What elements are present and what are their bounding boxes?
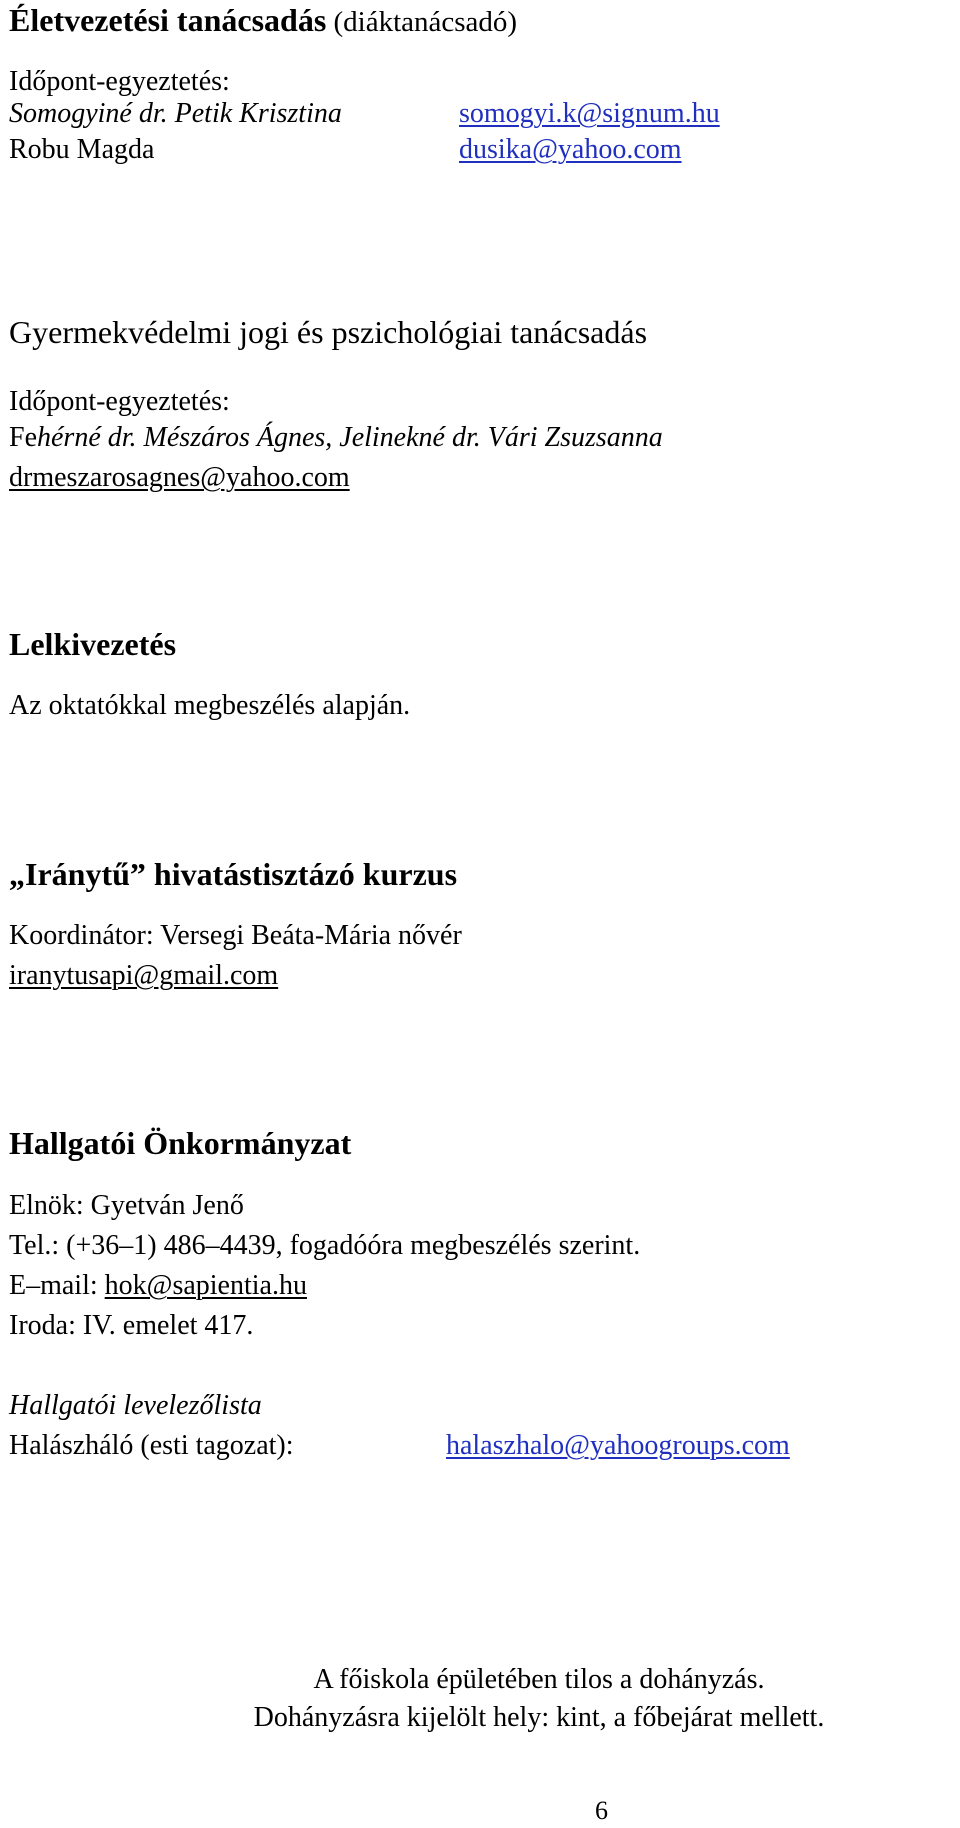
section-text: Az oktatókkal megbeszélés alapján. — [9, 690, 411, 721]
section-title-suffix: (diáktanácsadó) — [326, 6, 518, 38]
contact-email-link[interactable]: hok@sapientia.hu — [104, 1270, 307, 1301]
email-line — [9, 1270, 307, 1302]
names-prefix: Fe — [9, 422, 37, 453]
mailing-list-title: Hallgatói levelezőlista — [9, 1390, 262, 1421]
contact-email-link[interactable]: drmeszarosagnes@yahoo.com — [9, 462, 350, 493]
contact-email-link[interactable]: iranytusapi@gmail.com — [9, 960, 279, 991]
smoking-notice-line-1: A főiskola épületében tilos a dohányzás. — [313, 1664, 765, 1695]
section-title-lelkivezetes: Lelkivezetés — [9, 626, 177, 662]
contact-name: Robu Magda — [9, 134, 155, 165]
mailing-list-email-link[interactable]: halaszhalo@yahoogroups.com — [446, 1430, 790, 1461]
smoking-notice-line-2: Dohányzásra kijelölt hely: kint, a főbejárat mellett. — [253, 1702, 825, 1733]
appointment-label: Időpont-egyeztetés: — [9, 66, 230, 97]
office-text: Iroda: IV. emelet 417. — [9, 1310, 254, 1341]
section-title-eletvezetesi — [9, 2, 517, 39]
contact-email-link[interactable]: somogyi.k@signum.hu — [459, 98, 720, 129]
page-number: 6 — [595, 1796, 608, 1825]
telephone-text: Tel.: (+36–1) 486–4439, fogadóóra megbeszélés szerint. — [9, 1230, 641, 1261]
contact-name: Somogyiné dr. Petik Krisztina — [9, 98, 342, 129]
contact-email-link[interactable]: dusika@yahoo.com — [459, 134, 682, 165]
counselor-names — [9, 422, 663, 454]
section-title-iranytu: „Iránytű” hivatástisztázó kurzus — [9, 856, 458, 892]
mailing-list-label: Halászháló (esti tagozat): — [9, 1430, 294, 1461]
section-title-bold: Életvezetési tanácsadás — [9, 2, 327, 38]
coordinator-text: Koordinátor: Versegi Beáta-Mária nővér — [9, 920, 462, 951]
names-italic: hérné dr. Mészáros Ágnes, Jelinekné dr. Vári Zsuzsanna — [37, 422, 663, 453]
appointment-label: Időpont-egyeztetés: — [9, 386, 230, 417]
president-text: Elnök: Gyetván Jenő — [9, 1190, 244, 1221]
email-label: E–mail: — [9, 1270, 105, 1301]
section-title-onkormanyzat: Hallgatói Önkormányzat — [9, 1125, 352, 1161]
section-title-gyermekvedelmi: Gyermekvédelmi jogi és pszichológiai tanácsadás — [9, 314, 648, 350]
